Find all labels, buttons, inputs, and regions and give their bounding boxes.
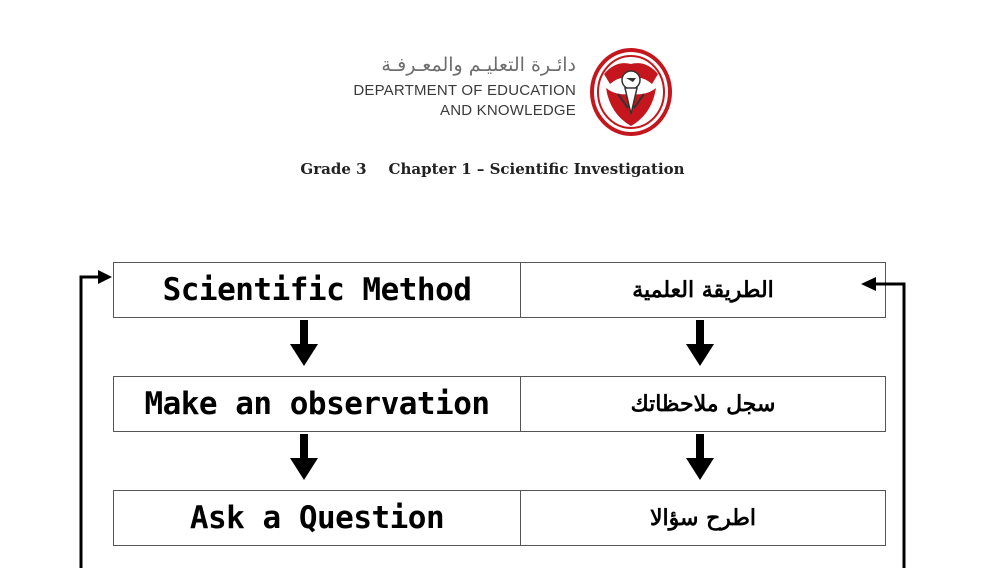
org-name-arabic: دائـرة التعليـم والمعـرفـة <box>381 54 576 76</box>
step-english: Make an observation <box>114 377 521 431</box>
org-name-english-line1: DEPARTMENT OF EDUCATION <box>353 82 576 99</box>
department-logo <box>308 44 676 136</box>
step-row <box>113 262 886 318</box>
step-row <box>113 490 886 546</box>
arrow-down-icon <box>686 320 714 366</box>
chapter-label: Chapter 1 – Scientific Investigation <box>388 160 685 178</box>
step-arabic: سجل ملاحظاتك <box>630 391 776 417</box>
arrow-down-icon <box>290 320 318 366</box>
falcon-emblem-icon <box>588 44 674 136</box>
step-english: Scientific Method <box>114 263 521 317</box>
org-name-english-line2: AND KNOWLEDGE <box>440 102 576 119</box>
loop-arrow-icon <box>81 270 112 568</box>
step-row <box>113 376 886 432</box>
arrow-down-icon <box>290 434 318 480</box>
subtitle <box>0 160 985 178</box>
step-english: Ask a Question <box>114 491 521 545</box>
grade-label: Grade 3 <box>300 160 367 178</box>
step-arabic: اطرح سؤالا <box>649 505 757 531</box>
arrow-down-icon <box>686 434 714 480</box>
step-arabic: الطريقة العلمية <box>632 277 774 303</box>
